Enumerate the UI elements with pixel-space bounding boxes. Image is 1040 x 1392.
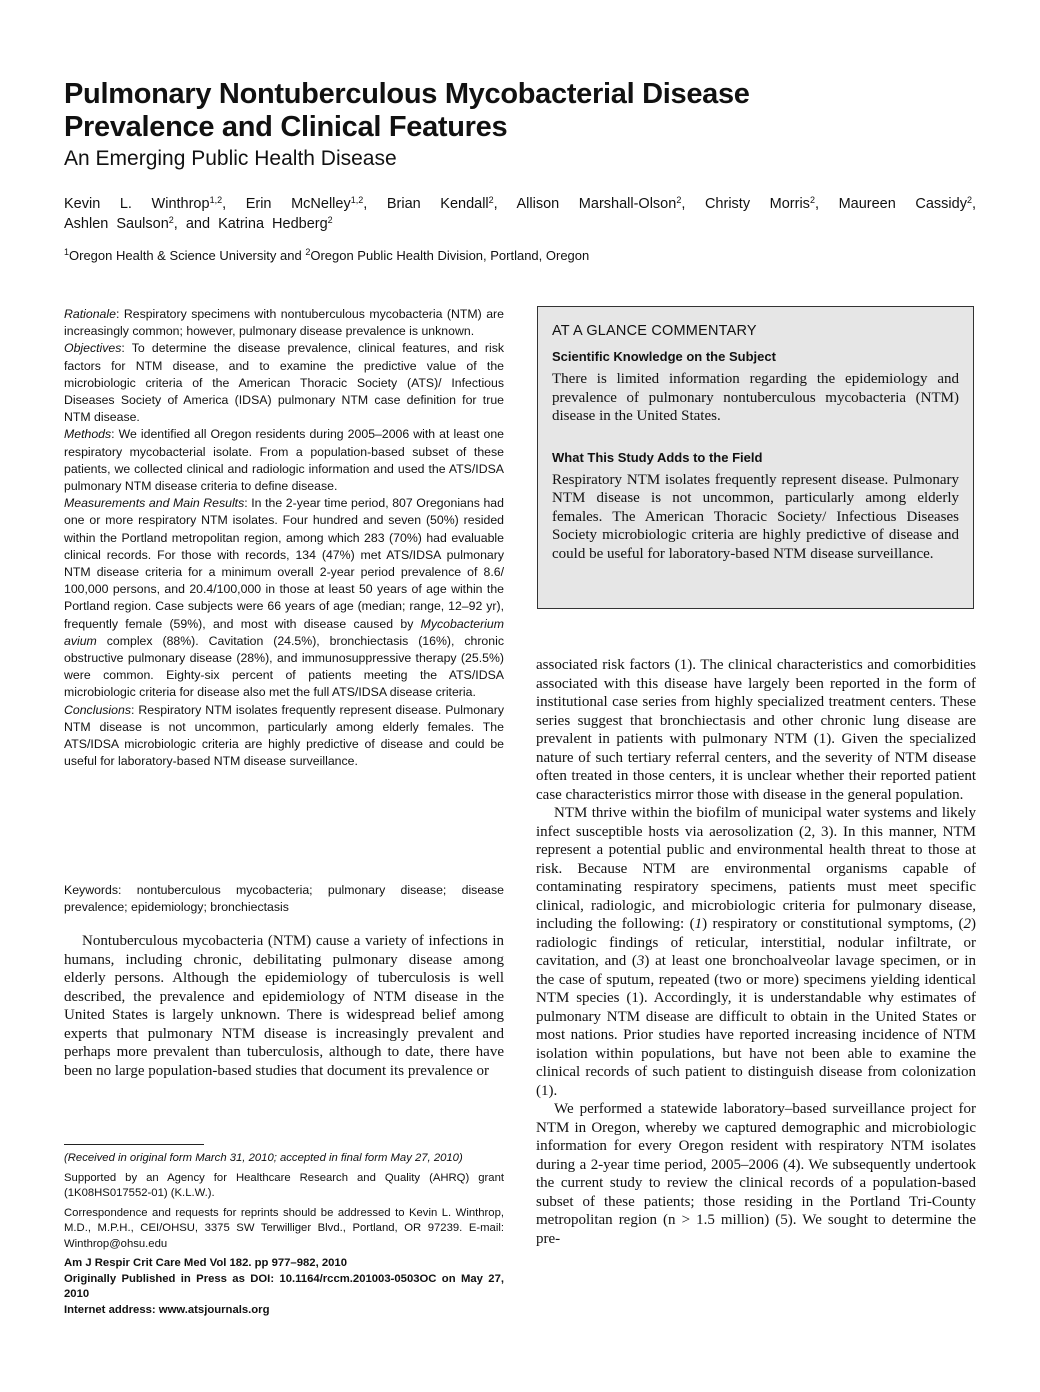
criterion-2-number: 2 [963,916,971,932]
keywords-text: nontuberculous mycobacteria; pulmonary disease; disease prevalence; epidemiology; bronchiectasis [64,883,504,915]
objectives-text: : To determine the disease prevalence, clinical features, and risk factors for NTM disease, and to examine the predictive value of the microbiologic criteria of the American Thoracic Society (ATS)/ Infectious Diseases Society of America (IDSA) pulmonary NTM case definition for true NTM disease. [64,341,504,425]
author-affiliation: 2 [488,195,494,205]
keywords-label: Keywords: [64,883,122,897]
author-name: Ashlen Saulson [64,216,169,232]
body-paragraph-3 [536,804,976,1100]
author-separator: , and [173,216,211,232]
author-separator: , [681,196,686,212]
footnote-citation: Am J Respir Crit Care Med Vol 182. pp 977–982, 2010 [64,1257,347,1269]
article-subtitle: An Emerging Public Health Disease [64,147,397,170]
glance-text-2: Respiratory NTM isolates frequently represent disease. Pulmonary NTM disease is not uncommon, particularly among elderly females. The American Thoracic Society/ Infectious Diseases Society microbiologic criteria are highly predictive of disease and could be useful for laboratory-based NTM disease surveillance. [552,471,959,562]
body-right-column [536,656,976,1248]
methods-text: : We identified all Oregon residents during 2005–2006 with at least one respiratory mycobacterial isolate. From a population-based subset of these patients, we collected clinical and radiologic information and used the ATS/IDSA pulmonary NTM disease criteria to define disease. [64,427,504,494]
body-paragraph-4: We performed a statewide laboratory–based surveillance project for NTM in Oregon, whereby we captured demographic and microbiologic information for every Oregon resident with respiratory NTM isolates during a 2-year time period, 2005–2006 (4). We subsequently undertook the current study to review the clinical records of a population-based subset of these patients; those residing in the Portland Tri-County metropolitan region (n > 1.5 million) (5). We sought to determine the pre- [536,1101,976,1247]
author-affiliation: 2 [327,215,333,225]
author-separator: , [222,196,227,212]
abstract [64,306,504,770]
footnote-received: (Received in original form March 31, 2010; accepted in final form May 27, 2010) [64,1152,463,1164]
author-affiliation: 2 [966,195,972,205]
glance-heading-1: Scientific Knowledge on the Subject [552,349,776,364]
footnotes [64,1151,504,1318]
results-text-b: complex (88%). Cavitation (24.5%), bronchiectasis (16%), chronic obstructive pulmonary disease (28%), and immunosuppressive therapy (25.5%) were common. Eighty-six percent of patients meeting the ATS/IDSA microbiologic criteria for disease also met the full ATS/IDSA disease criteria. [64,633,504,700]
author-name: Christy Morris [704,196,810,212]
results-label: Measurements and Main Results [64,496,245,511]
rationale-text: : Respiratory specimens with nontuberculous mycobacteria (NTM) are increasingly common; however, pulmonary disease prevalence is unknown. [64,307,504,339]
criterion-3-number: 3 [636,953,645,969]
affiliation-1-number: 1 [64,247,70,257]
author-separator: , [493,196,498,212]
footnote-rule [64,1144,204,1145]
objectives-label: Objectives [64,341,122,356]
at-a-glance-box [537,306,974,609]
results-text-a: : In the 2-year time period, 807 Oregonians had one or more respiratory NTM isolates. Four hundred and seven (50%) resided within the Portland metropolitan region, among which 283 (70%) had evaluable clinical records. For those with records, 134 (47%) met ATS/IDSA pulmonary NTM disease criteria for a minimum overall 2-year period prevalence of 8.6/ 100,000 persons, and 20.4/100,000 in those at least 50 years of age within the Portland region. Case subjects were 66 years of age (median; range, 12–92 yr), frequently female (59%), and most with disease caused by [64,496,504,631]
author-affiliation: 2 [809,195,815,205]
methods-label: Methods [64,427,112,442]
footnote-published: Originally Published in Press as DOI: 10.1164/rccm.201003-0503OC on May 27, 2010 [64,1272,504,1300]
author-affiliation: 2 [676,195,682,205]
glance-title: AT A GLANCE COMMENTARY [552,323,757,339]
affiliation-1: Oregon Health & Science University and [69,248,306,263]
footnote-correspondence: Correspondence and requests for reprints should be addressed to Kevin L. Winthrop, M.D., M.P.H., CEI/OHSU, 3375 SW Terwilliger Blvd., Portland, OR 97239. E-mail: Winthrop@ohsu.edu [64,1206,504,1250]
title-line-1: Pulmonary Nontuberculous Mycobacterial Disease [64,78,750,110]
abstract-objectives [64,340,504,426]
abstract-results [64,495,504,701]
author-name: Allison Marshall-Olson [516,196,677,212]
author-affiliation: 1,2 [209,195,223,205]
body-left-column [64,932,504,1080]
abstract-methods [64,426,504,495]
body-paragraph-2: associated risk factors (1). The clinical characteristics and comorbidities associated with this disease have largely been reported in the form of institutional case series from highly specialized treatment centers. These series suggest that bronchiectasis and other chronic lung disease are prevalent in patients with pulmonary NTM (1). Given the specialized nature of such tertiary referral centers, and the severity of NTM disease often treated in those centers, it is unclear whether their reported patient case characteristics mirror those with disease in the general population. [536,657,976,803]
affiliations [64,247,589,265]
affiliation-2-number: 2 [305,247,311,257]
p3-text-a: NTM thrive within the biofilm of municipal water systems and likely infect susceptible hosts via aerosolization (2, 3). In this manner, NTM represent a potential public and environmental health threat to those at risk. Because NTM are environmental organisms capable of contaminating respiratory specimens, patients must meet specific clinical, radiologic, and microbiologic criteria for pulmonary disease, including the following: ( [536,805,976,932]
footnote-internet: Internet address: www.atsjournals.org [64,1303,270,1316]
keywords [64,882,504,916]
abstract-conclusions [64,702,504,771]
author-separator: , [363,196,368,212]
conclusions-label: Conclusions [64,702,131,717]
author-name: Maureen Cassidy [838,196,967,212]
author-list [64,194,976,214]
article-title [64,78,984,144]
glance-heading-2: What This Study Adds to the Field [552,449,763,465]
p3-text-d: ) at least one bronchoalveolar lavage specimen, or in the case of sputum, repeated (two or more) specimens yielding identical NTM species (1). Accordingly, it is understandable why estimates of pulmonary NTM disease are difficult to obtain in the United States or most nations. Prior studies have reported increasing incidence of NTM isolation within populations, but have not been able to examine the clinical records of such patient to distinguish disease from colonization (1). [536,953,977,1099]
author-name: Brian Kendall [386,196,489,212]
glance-text-1: There is limited information regarding the epidemiology and prevalence of pulmonary nontuberculous mycobacteria (NTM) disease in the United States. [552,371,959,424]
author-affiliation: 1,2 [350,195,364,205]
rationale-label: Rationale [64,307,116,321]
author-list-line-2 [64,214,333,234]
author-affiliation: 2 [168,215,174,225]
author-name: Kevin L. Winthrop [64,196,210,212]
abstract-rationale [64,306,504,340]
results-organism: Mycobacterium avium [64,616,504,648]
conclusions-text: : Respiratory NTM isolates frequently represent disease. Pulmonary NTM disease is not uncommon, particularly among elderly females. The ATS/IDSA microbiologic criteria are highly predictive of disease and could be useful for laboratory-based NTM disease surveillance. [64,702,504,769]
p3-text-b: ) respiratory or constitutional symptoms, ( [702,916,964,932]
author-name: Erin McNelley [245,196,351,212]
author-separator: , [971,196,977,212]
author-separator: , [814,196,819,212]
title-line-2: Prevalence and Clinical Features [64,111,508,143]
affiliation-2: Oregon Public Health Division, Portland, Oregon [310,248,590,263]
footnote-support: Supported by an Agency for Healthcare Research and Quality (AHRQ) grant (1K08HS017552-01) (K.L.W.). [64,1171,504,1199]
p3-text-c: ) radiologic findings of reticular, interstitial, nodular infiltrate, or cavitation, and ( [536,916,976,969]
criterion-1-number: 1 [694,916,703,932]
body-paragraph-1: Nontuberculous mycobacteria (NTM) cause a variety of infections in humans, including chronic, debilitating pulmonary disease among elderly persons. Although the epidemiology of tuberculosis is well described, the prevalence and epidemiology of NTM disease in the United States is largely unknown. There is widespread belief among experts that pulmonary NTM disease is increasingly prevalent and perhaps more prevalent than tuberculosis, although to date, there have been no large population-based studies that document its prevalence or [64,933,504,1079]
author-name: Katrina Hedberg [218,216,328,232]
